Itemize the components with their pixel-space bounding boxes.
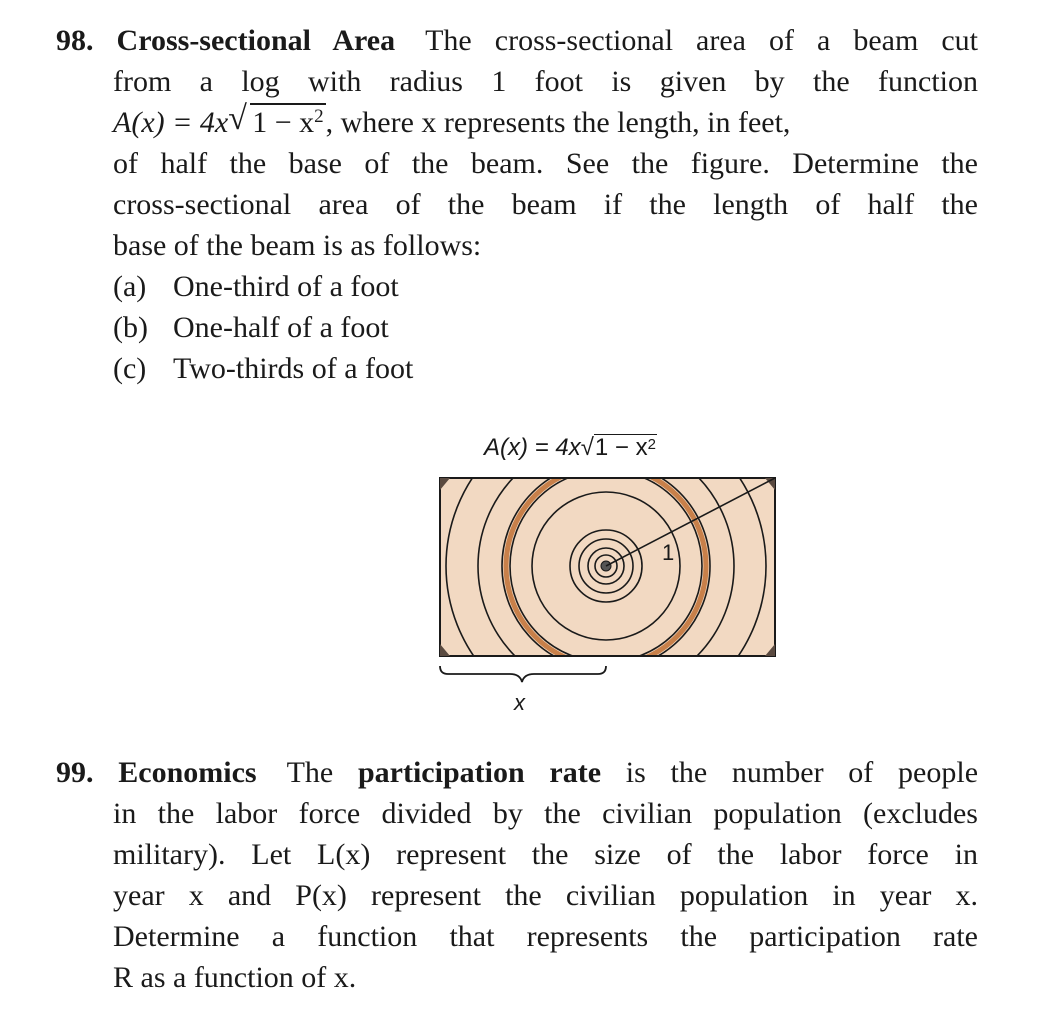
exponent: 2 (314, 106, 324, 127)
log-cross-section-diagram (430, 420, 790, 720)
option-text: Two-thirds of a foot (173, 352, 414, 385)
option-text: One-third of a foot (173, 270, 399, 303)
problem-99-line-5: Determine a function that represents the participation rate (113, 920, 978, 953)
caption-exponent: 2 (647, 436, 656, 453)
option-text: One-half of a foot (173, 311, 389, 344)
caption-function: A(x) = 4x (484, 434, 581, 461)
problem-98-line-4: of half the base of the beam. See the figure. Determine the (113, 147, 978, 180)
problem-text: The (286, 756, 358, 789)
radical-sign: √ (228, 100, 247, 137)
half-base-label: x (514, 690, 525, 715)
option-label: (b) (113, 311, 148, 344)
problem-title: Economics (118, 756, 257, 789)
option-label: (a) (113, 270, 147, 303)
problem-99-line-1 (56, 752, 978, 793)
problem-98 (56, 20, 978, 389)
half-base-brace (440, 666, 606, 682)
problem-98-line-2: from a log with radius 1 foot is given by the function (113, 65, 978, 98)
problem-98-line-5: cross-sectional area of the beam if the length of half the (113, 188, 978, 221)
option-a (56, 266, 978, 307)
problem-98-line-6: base of the beam is as follows: (113, 229, 482, 262)
radicand: 1 − x (252, 106, 315, 139)
beam-figure (430, 420, 790, 720)
problem-title: Cross-sectional Area (116, 24, 396, 57)
problem-number: 99. (56, 756, 94, 789)
caption-radical-sign: √ (580, 434, 594, 461)
option-c (56, 348, 978, 389)
key-term: participation rate (357, 756, 602, 789)
problem-98-line-1 (56, 20, 978, 61)
caption-radicand: 1 − x (594, 434, 648, 461)
problem-99-line-4: year x and P(x) represent the civilian population in year x. (113, 879, 978, 912)
problem-number: 98. (56, 24, 94, 57)
option-b (56, 307, 978, 348)
problem-text: is the number of people (601, 756, 979, 789)
problem-text: The cross-sectional area of a beam cut (425, 24, 979, 57)
square-root (228, 102, 325, 143)
problem-99-line-2: in the labor force divided by the civilian population (excludes (113, 797, 978, 830)
problem-99 (56, 752, 978, 998)
option-label: (c) (113, 352, 147, 385)
radius-label: 1 (662, 540, 675, 565)
problem-text: , where x represents the length, in feet, (325, 106, 791, 139)
problem-99-line-3: military). Let L(x) represent the size of the labor force in (113, 838, 978, 871)
area-function: A(x) = 4x (113, 106, 229, 139)
problem-99-line-6: R as a function of x. (113, 961, 357, 994)
problem-98-line-3 (56, 102, 978, 143)
